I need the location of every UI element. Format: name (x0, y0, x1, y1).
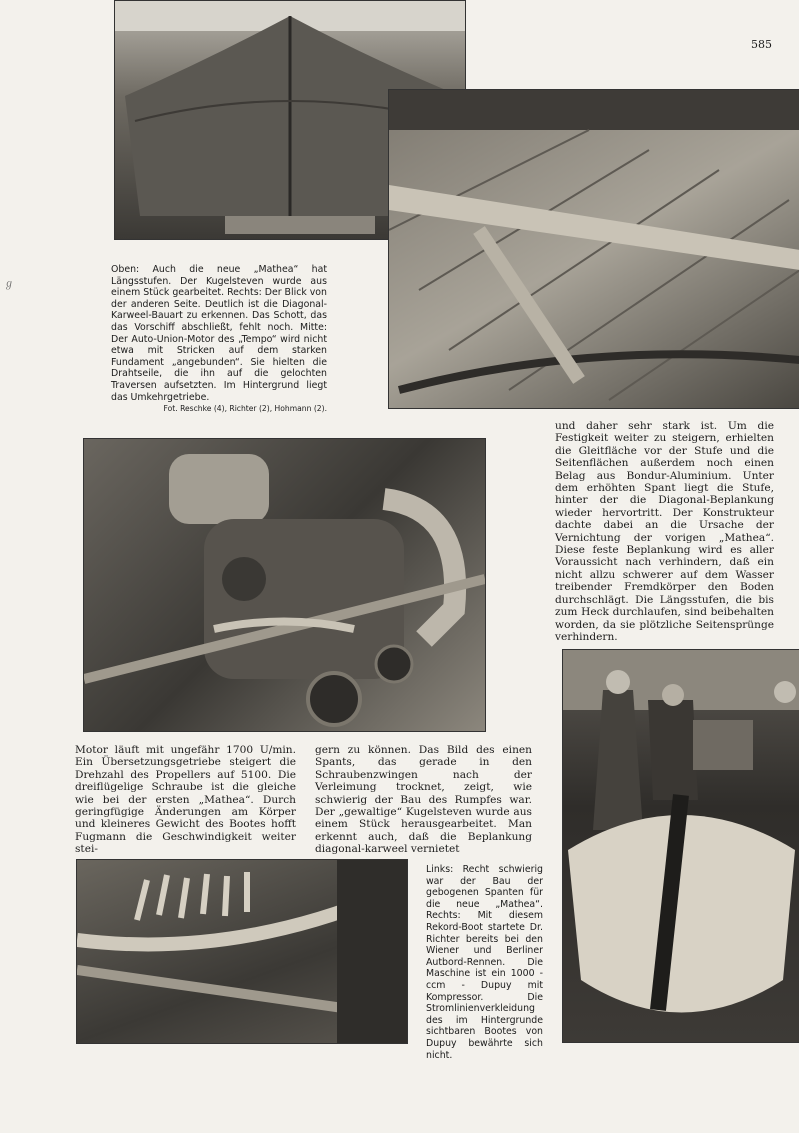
text-middle-column (315, 744, 532, 856)
middle-column-text: gern zu können. Das Bild des einen Spants, das gerade in den Schraubenzwingen nach der Verleimung trocknet, zeigt, wie schwierig der Bau des Rumpfes war. Der „gewaltige“ Kugelsteven wurde aus einem Stück herausgearbeitet. Man erkennt auch, daß die Beplankung diagonal-karweel vernietet (315, 744, 532, 856)
caption-top (111, 264, 327, 415)
text-right-column (555, 420, 774, 643)
right-column-text: und daher sehr stark ist. Um die Festigkeit weiter zu steigern, erhielten die Gleitfläche vor der Stufe und die Seitenflächen außerdem noch einen Belag aus Bondur-Aluminium. Unter dem erhöhten Spant liegt die Stufe, hinter der die Diagonal-Beplankung wieder hervortritt. Der Konstrukteur dachte dabei an die Ursache der Vernichtung der vorigen „Mathea“. Diese feste Beplankung wird es aller Voraussicht nach verhindern, daß ein nicht allzu schwerer auf dem Wasser treibender Fremdkörper den Boden durchschlägt. Die Längsstufen, die bis zum Heck durchlaufen, sind beibehalten worden, da sie plötzliche Seitensprünge verhindern. (555, 420, 774, 643)
photo-rekord-boot (562, 649, 799, 1043)
left-column-text: Motor läuft mit ungefähr 1700 U/min. Ein Übersetzungsgetriebe steigert die Drehzahl des Propellers auf 5100. Die dreiflügelige Schraube ist die gleiche wie bei der ersten „Mathea“. Durch geringfügige Änderungen am Körper und kleineres Gewicht des Bootes hofft Fugmann die Geschwindigkeit weiter stei- (75, 744, 296, 856)
page-number: 585 (751, 38, 772, 51)
photo-diagonal-planking (388, 89, 799, 409)
caption-top-text: Oben: Auch die neue „Mathea“ hat Längsstufen. Der Kugelsteven wurde aus einem Stück gearbeitet. Rechts: Der Blick von der anderen Seite. Deutlich ist die Diagonal-Karweel-Bauart zu erkennen. Das Schott, das das Vorschiff abschließt, fehlt noch. Mitte: Der Auto-Union-Motor des „Tempo“ wird nicht etwa mit Stricken auf dem starken Fundament „angebunden“. Sie hielten die Drahtseile, die ihn auf die gelochten Traversen aufsetzten. Im Hintergrund liegt das Umkehrgetriebe. (111, 264, 327, 403)
text-left-column (75, 744, 296, 856)
caption-bottom (426, 864, 543, 1061)
photo-auto-union-engine (83, 438, 486, 732)
photo-ribs-construction (76, 859, 408, 1044)
caption-bottom-text: Links: Recht schwierig war der Bau der gebogenen Spanten für die neue „Mathea“. Rechts: Mit diesem Rekord-Boot startete Dr. Richter bereits bei den Wiener und Berliner Autbord-Rennen. Die Maschine ist ein 1000 - ccm - Dupuy mit Kompressor. Die Stromlinienverkleidung des im Hintergrunde sichtbaren Bootes von Dupuy bewährte sich nicht. (426, 864, 543, 1061)
photo-credit: Fot. Reschke (4), Richter (2), Hohmann (2). (163, 404, 327, 414)
margin-mark: ℊ (4, 279, 14, 290)
